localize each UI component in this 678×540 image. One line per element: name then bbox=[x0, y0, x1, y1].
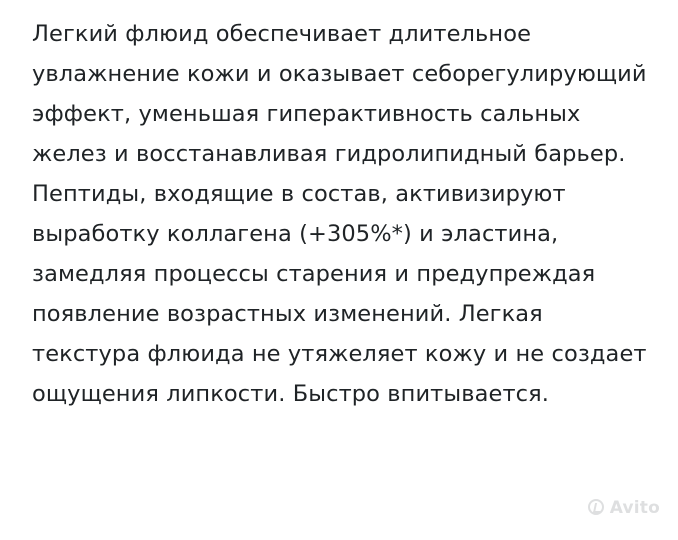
avito-logo-icon bbox=[588, 499, 606, 517]
watermark bbox=[588, 498, 660, 518]
product-description-text: Легкий флюид обеспечивает длительное увлажнение кожи и оказывает себорегулирующий эффект, уменьшая гиперактивность сальных желез и восстанавливая гидролипидный барьер. Пептиды, входящие в состав, активизируют выработку коллагена (+305%*) и эластина, замедляя процессы старения и предупреждая появление возрастных изменений. Легкая текстура флюида не утяжеляет кожу и не создает ощущения липкости. Быстро впитывается. bbox=[32, 21, 654, 407]
watermark-label: Avito bbox=[609, 498, 660, 518]
